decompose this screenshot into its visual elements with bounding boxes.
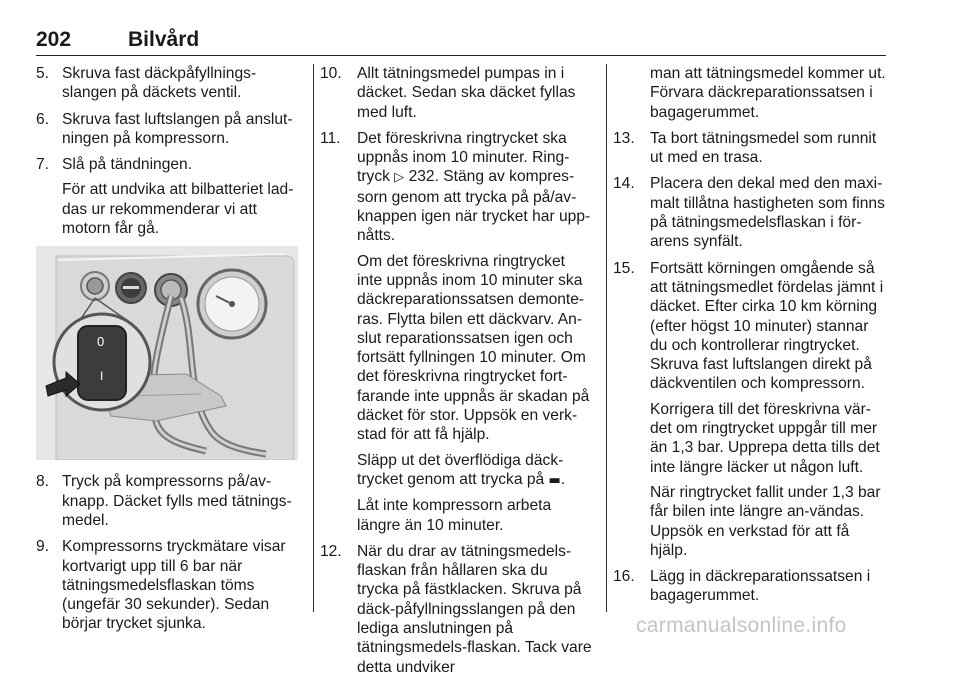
step-text: Allt tätningsmedel pumpas in i däcket. Sedan ska däcket fyllas med luft. xyxy=(357,65,576,121)
step-number: 14. xyxy=(613,175,635,193)
step-15 xyxy=(613,259,889,560)
step-number: 16. xyxy=(613,568,635,586)
step-text: När du drar av tätningsmedels-flaskan från hållaren ska du trycka på fästklacken. Skruva på däck-påfyllningsslangen på den lediga anslutningen på tätningsmedels-flaskan. Tack vare detta undviker xyxy=(357,542,592,676)
minus-button-icon: ▬ xyxy=(548,472,561,488)
column-1 xyxy=(36,64,298,641)
step-9 xyxy=(36,537,298,633)
column-divider xyxy=(313,64,314,612)
step-note xyxy=(357,451,593,491)
step-13 xyxy=(613,129,889,168)
step-12 xyxy=(320,542,593,677)
step-note-end: . xyxy=(560,470,566,488)
step-5 xyxy=(36,64,298,103)
step-text: Slå på tändningen. xyxy=(62,156,193,174)
page-header xyxy=(36,28,886,54)
step-note: Låt inte kompressorn arbeta längre än 10 minuter. xyxy=(357,497,552,534)
step-text: Skruva fast luftslangen på anslut-ningen på kompressorn. xyxy=(62,110,293,147)
watermark: carmanualsonline.info xyxy=(636,614,847,637)
step-note: För att undvika att bilbatteriet lad-das ur rekommenderar vi att motorn får gå. xyxy=(62,181,294,238)
page-reference-arrow-icon: ▷ xyxy=(394,170,405,186)
step-7 xyxy=(36,155,298,238)
switch-on-label: I xyxy=(100,369,104,384)
step-note: Korrigera till det föreskrivna vär-det om ringtrycket uppgår till mer än 1,3 bar. Upprepa detta tills det inte längre läcker ut någon luft. xyxy=(650,400,880,476)
compressor-illustration xyxy=(36,246,298,460)
step-text xyxy=(357,129,593,246)
step-number: 5. xyxy=(36,65,50,82)
switch-off-label: 0 xyxy=(97,334,105,350)
step-text: Placera den dekal med den maxi-malt tillåtna hastigheten som finns på tätningsmedelsflaskan i för-arens synfält. xyxy=(650,175,885,251)
step-text-start: Det föreskrivna ringtrycket ska uppnås inom 10 minuter. Ring-tryck xyxy=(357,129,570,186)
step-12-continued: man att tätningsmedel kommer ut. Förvara däckreparationssatsen i bagagerummet. xyxy=(650,65,886,121)
step-text: Lägg in däckreparationssatsen i bagagerummet. xyxy=(650,568,871,605)
step-11 xyxy=(320,129,593,535)
step-number: 7. xyxy=(36,156,50,174)
step-text: Skruva fast däckpåfyllnings-slangen på däckets ventil. xyxy=(62,65,257,102)
step-10 xyxy=(320,64,593,122)
step-text: Kompressorns tryckmätare visar kortvarigt upp till 6 bar när tätningsmedelsflaskan töms (ungefär 30 sekunder). Sedan börjar trycket sjunka. xyxy=(62,538,286,633)
step-note-start: Släpp ut det överflödiga däck-trycket genom att trycka på xyxy=(357,451,564,488)
step-14 xyxy=(613,174,889,251)
page-number: 202 xyxy=(36,28,72,51)
compressor-drawing xyxy=(36,246,298,460)
step-note: När ringtrycket fallit under 1,3 bar får bilen inte längre an-vändas. Uppsök en verkstad för att få hjälp. xyxy=(650,483,881,559)
step-text: Tryck på kompressorns på/av-knapp. Däcket fylls med tätnings-medel. xyxy=(62,473,292,529)
chapter-title: Bilvård xyxy=(128,28,200,51)
step-number: 13. xyxy=(613,129,635,147)
column-divider xyxy=(606,64,607,612)
step-number: 12. xyxy=(320,542,342,560)
step-number: 11. xyxy=(320,129,341,147)
step-6 xyxy=(36,110,298,149)
step-number: 15. xyxy=(613,259,635,277)
column-2 xyxy=(320,64,593,684)
step-16 xyxy=(613,567,889,606)
step-number: 10. xyxy=(320,65,342,82)
step-text-end: 232. Stäng av kompres-sorn genom att trycka på på/av-knappen igen när trycket har upp-nåtts. xyxy=(357,168,591,245)
step-number: 8. xyxy=(36,473,50,491)
step-number: 9. xyxy=(36,538,50,556)
header-divider xyxy=(36,55,886,56)
step-note: Om det föreskrivna ringtrycket inte uppnås inom 10 minuter ska däckreparationssatsen demonte-ras. Flytta bilen ett däckvarv. An-slut reparationssatsen igen och fortsätt fyllningen 10 minuter. Om det föreskrivna ringtrycket fort-farande inte uppnås är skadan på däcket för stor. Uppsök en verk-stad för att få hjälp. xyxy=(357,252,590,444)
step-text: Fortsätt körningen omgående så att tätningsmedlet fördelas jämnt i däcket. Efter cirka 10 km körning (efter högst 10 minuter) stannar du och kontrollerar ringtrycket. Skruva fast luftslangen direkt på däckventilen och kompressorn. xyxy=(650,259,884,393)
column-3 xyxy=(613,64,889,613)
step-8 xyxy=(36,472,298,530)
step-number: 6. xyxy=(36,110,50,128)
step-text: Ta bort tätningsmedel som runnit ut med en trasa. xyxy=(650,129,877,167)
